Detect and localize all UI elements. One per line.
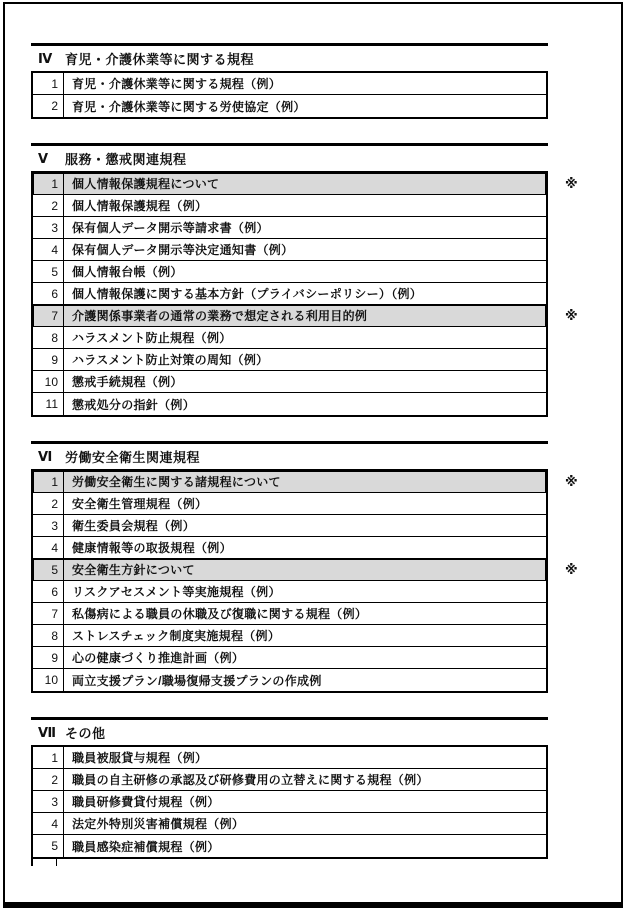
table-row: [33, 559, 578, 581]
row-title: ハラスメント防止対策の周知（例）: [72, 353, 269, 367]
section-table: [31, 469, 578, 693]
row-number: 9: [33, 349, 64, 370]
section-header: [31, 146, 548, 171]
row-number: 2: [33, 195, 64, 216]
row-number: 5: [33, 835, 64, 857]
table-row: [33, 581, 546, 603]
row-number: 10: [33, 669, 64, 691]
row-number: 5: [33, 559, 64, 580]
row-number: 2: [33, 95, 64, 117]
regulation-section: [31, 143, 578, 417]
row-title: 健康情報等の取扱規程（例）: [72, 541, 232, 555]
table-row: [33, 239, 546, 261]
row-title: 安全衛生管理規程（例）: [72, 497, 208, 511]
row-number: 9: [33, 647, 64, 668]
section-numeral: Ⅶ: [38, 724, 57, 740]
row-title: 育児・介護休業等に関する規程（例）: [72, 77, 282, 91]
regulation-section: [31, 717, 548, 859]
table-row: [33, 371, 546, 393]
row-title: 介護関係事業者の通常の業務で想定される利用目的例: [72, 309, 368, 323]
row-number: 4: [33, 537, 64, 558]
row-title: 職員の自主研修の承認及び研修費用の立替えに関する規程（例）: [72, 773, 429, 787]
table-row: [33, 813, 546, 835]
row-title: 個人情報保護規程について: [72, 177, 220, 191]
note-asterisk-mark: ※: [565, 307, 578, 323]
row-title: 労働安全衛生に関する諸規程について: [72, 475, 281, 489]
row-title: 保有個人データ開示等請求書（例）: [72, 221, 269, 235]
table-row: [33, 305, 578, 327]
row-title: 法定外特別災害補償規程（例）: [72, 817, 245, 831]
section-title: 労働安全衛生関連規程: [65, 450, 201, 465]
regulation-section: [31, 43, 548, 119]
row-number: 4: [33, 813, 64, 834]
table-row: [33, 835, 546, 857]
note-asterisk-mark: ※: [565, 175, 578, 191]
row-title: 衛生委員会規程（例）: [72, 519, 196, 533]
document-page: [3, 2, 623, 908]
row-number: 10: [33, 371, 64, 392]
table-row: [33, 349, 546, 371]
row-title: リスクアセスメント等実施規程（例）: [72, 585, 281, 599]
section-numeral: Ⅴ: [38, 150, 49, 166]
row-number: 5: [33, 261, 64, 282]
row-title: ストレスチェック制度実施規程（例）: [72, 629, 281, 643]
section-header: [31, 46, 548, 71]
cutoff-row-stub: [31, 859, 57, 866]
row-title: 個人情報保護に関する基本方針（プライバシーポリシー）（例）: [72, 287, 423, 301]
row-title: 育児・介護休業等に関する労使協定（例）: [72, 99, 306, 114]
sections-container: [31, 43, 578, 859]
table-row: [33, 647, 546, 669]
row-number: 6: [33, 581, 64, 602]
section-header: [31, 444, 548, 469]
row-number: 8: [33, 625, 64, 646]
row-number: 1: [33, 73, 64, 94]
table-row: [33, 603, 546, 625]
section-numeral: Ⅵ: [38, 448, 53, 464]
row-title: 保有個人データ開示等決定通知書（例）: [72, 243, 294, 257]
row-number: 8: [33, 327, 64, 348]
row-title: 懲戒手続規程（例）: [72, 375, 183, 389]
table-row: [33, 769, 546, 791]
row-title: 職員被服貸与規程（例）: [72, 751, 208, 765]
table-row: [33, 393, 546, 415]
table-row: [33, 173, 578, 195]
row-title: 職員研修費貸付規程（例）: [72, 795, 220, 809]
table-row: [33, 95, 546, 117]
table-row: [33, 515, 546, 537]
section-table: [31, 171, 578, 417]
row-title: 心の健康づくり推進計画（例）: [72, 651, 245, 665]
row-number: 4: [33, 239, 64, 260]
section-table: [31, 71, 548, 119]
regulation-list: [31, 43, 578, 866]
row-title: 安全衛生方針について: [72, 563, 195, 577]
row-number: 1: [33, 747, 64, 768]
row-number: 1: [33, 471, 64, 492]
table-row: [33, 283, 546, 305]
table-row: [33, 791, 546, 813]
section-numeral: Ⅳ: [38, 50, 53, 66]
row-number: 2: [33, 493, 64, 514]
regulation-section: [31, 441, 578, 693]
table-row: [33, 493, 546, 515]
section-title: 育児・介護休業等に関する規程: [65, 52, 255, 67]
row-number: 6: [33, 283, 64, 304]
section-title: その他: [65, 726, 106, 741]
row-title: 懲戒処分の指針（例）: [72, 397, 196, 412]
table-row: [33, 195, 546, 217]
table-row: [33, 261, 546, 283]
row-number: 11: [33, 393, 64, 415]
row-number: 2: [33, 769, 64, 790]
table-row: [33, 537, 546, 559]
row-number: 7: [33, 603, 64, 624]
row-title: 個人情報保護規程（例）: [72, 199, 208, 213]
row-number: 7: [33, 305, 64, 326]
row-number: 3: [33, 791, 64, 812]
table-row: [33, 73, 546, 95]
row-title: 両立支援プラン/職場復帰支援プランの作成例: [72, 673, 322, 688]
section-table: [31, 745, 548, 859]
table-row: [33, 669, 546, 691]
row-title: 私傷病による職員の休職及び復職に関する規程（例）: [72, 607, 368, 621]
note-asterisk-mark: ※: [565, 561, 578, 577]
table-row: [33, 471, 578, 493]
table-row: [33, 217, 546, 239]
row-number: 3: [33, 217, 64, 238]
table-row: [33, 747, 546, 769]
table-row: [33, 327, 546, 349]
section-header: [31, 720, 548, 745]
table-row: [33, 625, 546, 647]
row-title: ハラスメント防止規程（例）: [72, 331, 232, 345]
row-number: 3: [33, 515, 64, 536]
row-title: 個人情報台帳（例）: [72, 265, 183, 279]
note-asterisk-mark: ※: [565, 473, 578, 489]
section-title: 服務・懲戒関連規程: [65, 152, 187, 167]
row-title: 職員感染症補償規程（例）: [72, 839, 220, 854]
row-number: 1: [33, 173, 64, 194]
